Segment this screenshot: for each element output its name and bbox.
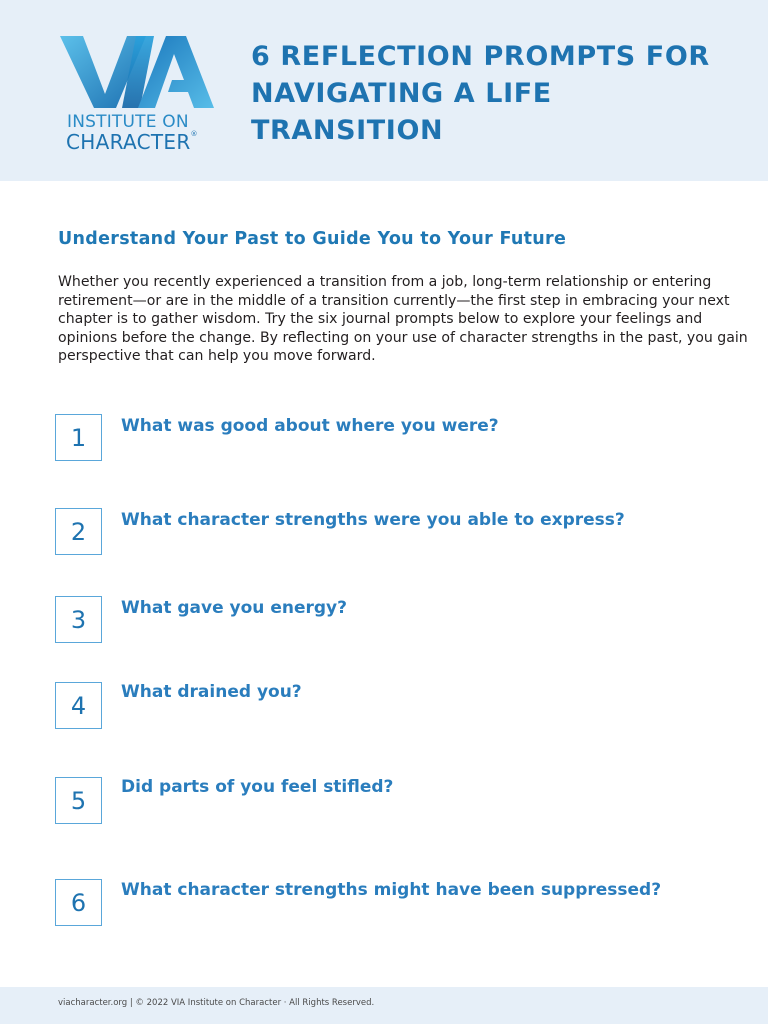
footer-copyright: viacharacter.org | © 2022 VIA Institute on Character · All Rights Reserved. <box>58 998 375 1008</box>
page-title: 6 REFLECTION PROMPTS FOR NAVIGATING A LIFE TRANSITION <box>251 41 710 146</box>
prompt-text: What drained you? <box>121 682 302 702</box>
logo-line-character <box>66 130 226 154</box>
prompt-number-box: 6 <box>55 879 102 926</box>
prompt-number-box: 5 <box>55 777 102 824</box>
via-wordmark <box>58 34 218 110</box>
via-logo[interactable] <box>58 34 223 154</box>
intro-paragraph: Whether you recently experienced a transition from a job, long-term relationship or entering retirement—or are in the middle of a transition currently—the first step in embracing your next chapter is to gather wisdom. Try the six journal prompts below to explore your feelings and opinions before the change. By reflecting on your use of character strengths in the past, you gain perspective that can help you move forward. <box>58 274 748 365</box>
prompt-text: What character strengths were you able to express? <box>121 510 625 530</box>
section-heading: Understand Your Past to Guide You to Your Future <box>58 229 567 249</box>
prompt-number-box: 4 <box>55 682 102 729</box>
logo-character-text: CHARACTER <box>66 130 191 154</box>
header <box>0 0 768 181</box>
prompt-number-box: 3 <box>55 596 102 643</box>
prompt-text: What gave you energy? <box>121 598 347 618</box>
footer <box>0 987 768 1024</box>
prompt-text: What was good about where you were? <box>121 416 499 436</box>
prompt-text: What character strengths might have been suppressed? <box>121 880 662 900</box>
logo-line-institute: INSTITUTE ON <box>67 112 189 132</box>
prompt-number-box: 2 <box>55 508 102 555</box>
registered-mark: ® <box>190 130 198 138</box>
prompt-text: Did parts of you feel stifled? <box>121 777 394 797</box>
prompt-number-box: 1 <box>55 414 102 461</box>
